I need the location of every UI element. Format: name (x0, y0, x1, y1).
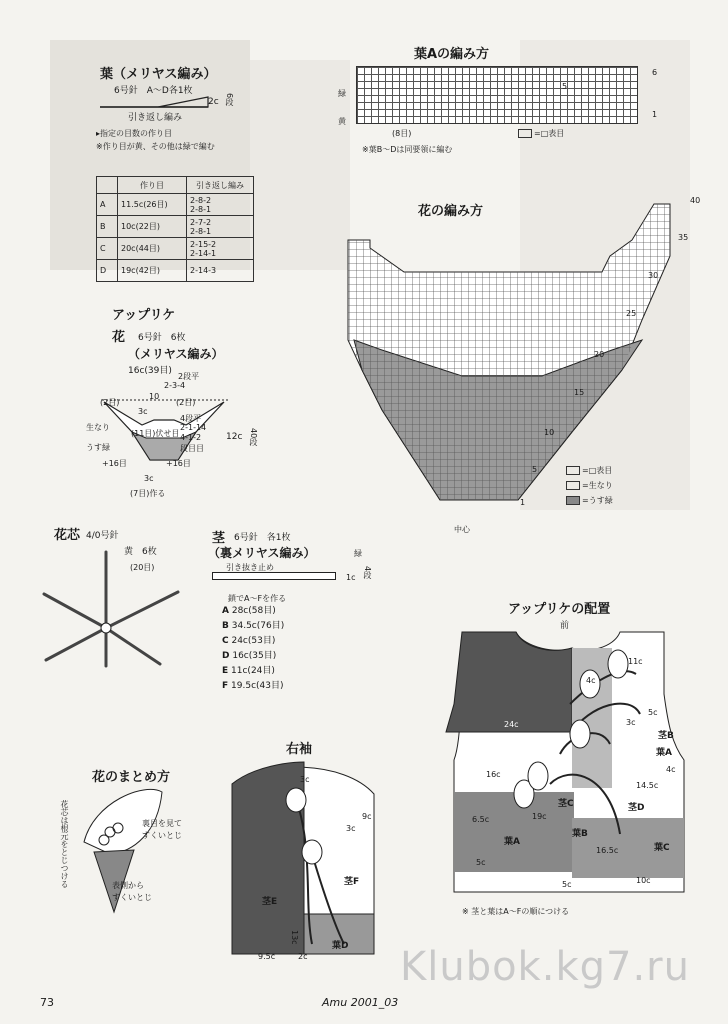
table-cell: C (97, 238, 118, 260)
flower-legend (566, 463, 613, 508)
page-number: 73 (40, 996, 54, 1009)
watermark: Klubok.kg7.ru (400, 944, 690, 990)
table-cell: 2-7-2 2-8-1 (187, 216, 254, 238)
flower-center: 中心 (454, 525, 470, 534)
legend-item (566, 463, 613, 478)
applique-label: (7目)作る (130, 489, 166, 498)
applique-width: 16c(39目) (128, 366, 172, 376)
leaf-note-2: ※作り目が黄、その他は緑で編む (96, 142, 215, 151)
list-value: 34.5c(76目) (231, 621, 285, 631)
applique-label: +16目 (102, 459, 127, 468)
placement-leafA: 葉A (656, 748, 672, 758)
list-item (222, 634, 284, 649)
assembly-label-5: すくいとじ (112, 893, 152, 902)
applique-label: 3c (138, 407, 148, 416)
row-marker: 15 (574, 388, 585, 397)
applique-label: (2目) (100, 398, 120, 407)
table-cell: B (97, 216, 118, 238)
applique-label: 段目目 (180, 444, 204, 453)
row-marker: 10 (544, 428, 555, 437)
legend-item (566, 493, 613, 508)
list-value: 28c(58目) (231, 606, 276, 616)
placement-title: アップリケの配置 (508, 602, 611, 617)
applique-label: (2目) (176, 398, 196, 407)
table-cell: 19c(42目) (118, 260, 187, 282)
table-cell: 2-8-2 2-8-1 (187, 194, 254, 216)
stem-color: 緑 (354, 549, 362, 558)
list-key: D (222, 651, 230, 661)
legend-label: =□表目 (534, 129, 565, 138)
table-row (97, 260, 254, 282)
list-value: 11c(24目) (231, 666, 275, 676)
row-marker: 40 (690, 196, 701, 205)
placement-stemC: 茎C (558, 799, 574, 809)
applique-label: 4段平 (180, 414, 202, 423)
applique-usu: うす緑 (86, 443, 110, 452)
list-item (222, 664, 284, 679)
applique-label: 2段平 (178, 372, 200, 381)
legend-label: =うす緑 (582, 496, 613, 505)
leaf-title: 葉（メリヤス編み） (100, 67, 217, 82)
applique-kinari: 生なり (86, 423, 110, 432)
row-marker: 25 (626, 309, 637, 318)
table-row (97, 194, 254, 216)
applique-label: 2-3-4 (164, 381, 186, 390)
placement-measure: 11c (628, 657, 643, 666)
sleeve-measure: 9c (362, 812, 372, 821)
sleeve-measure: 9.5c (258, 952, 276, 961)
leafA-chart-title: 葉Aの編み方 (414, 47, 490, 62)
legend-label: =□表目 (582, 466, 613, 475)
size-table (96, 176, 254, 282)
row-marker: 30 (648, 271, 659, 280)
list-item (222, 679, 284, 694)
applique-flower-title: 花 (112, 330, 126, 345)
applique-label: (11目)伏せ目 (131, 429, 180, 438)
table-cell: 11.5c(26目) (118, 194, 187, 216)
legend-swatch (566, 481, 580, 490)
placement-stemB: 茎B (658, 731, 674, 741)
row-marker: 1 (520, 498, 526, 507)
table-cell: A (97, 194, 118, 216)
placement-measure: 19c (532, 812, 547, 821)
assembly-label-4: 表側から (112, 881, 144, 890)
leafA-legend (518, 128, 564, 139)
applique-height: 12c (226, 432, 243, 442)
applique-label: 2-1-14 (180, 423, 207, 432)
sleeve-measure: 13c (290, 930, 299, 945)
stem-height: 1c (346, 573, 356, 582)
placement-measure: 3c (626, 718, 636, 727)
applique-label: 3c (144, 474, 154, 483)
size-table-header (97, 177, 118, 194)
placement-measure: 4c (666, 765, 676, 774)
placement-stemD: 茎D (628, 803, 645, 813)
assembly-label-3: すくいとじ (142, 831, 182, 840)
applique-height-rows: 40段 (249, 428, 258, 447)
core-needle: 4/0号針 (86, 531, 119, 541)
flower-chart-grid (342, 200, 672, 510)
list-key: E (222, 666, 229, 676)
table-row (97, 216, 254, 238)
leafA-yellow: 黄 (338, 117, 346, 126)
leaf-rows: 6段 (225, 93, 234, 107)
stem-title: 茎 (212, 531, 226, 546)
core-count: (20目) (130, 563, 155, 572)
sleeve-title: 右袖 (286, 742, 313, 757)
stem-stitch: （裏メリヤス編み） (208, 546, 316, 560)
legend-label: =生なり (582, 481, 613, 490)
placement-measure: 10c (636, 876, 651, 885)
applique-label: 4-1-2 (180, 433, 202, 442)
row-marker: 35 (678, 233, 689, 242)
sleeve-measure: 2c (298, 952, 308, 961)
leaf-note-1: ▸指定の目数の作り目 (96, 129, 173, 138)
legend-swatch (518, 129, 532, 138)
table-cell: 10c(22目) (118, 216, 187, 238)
placement-front: 前 (560, 621, 570, 631)
legend-item (566, 478, 613, 493)
flower-core-star-icon (40, 548, 190, 668)
list-item (222, 649, 284, 664)
applique-label: 10 (149, 392, 160, 401)
list-value: 19.5c(43目) (231, 681, 284, 691)
row-marker: 1 (652, 110, 658, 119)
applique-title: アップリケ (112, 308, 176, 323)
stem-bind: 引き抜き止め (226, 563, 274, 572)
table-cell: 20c(44目) (118, 238, 187, 260)
placement-measure: 5c (476, 858, 486, 867)
placement-note: ※ 茎と葉はA〜Fの順につける (462, 907, 570, 916)
placement-leafA2: 葉A (504, 837, 520, 847)
sleeve-stemE: 茎E (262, 897, 278, 907)
leaf-pickup: 引き返し編み (128, 113, 183, 123)
sleeve-stemD: 葉D (332, 941, 349, 951)
list-value: 16c(35目) (232, 651, 277, 661)
applique-label: +16目 (166, 459, 191, 468)
placement-measure: 16c (486, 770, 501, 779)
row-marker: 6 (652, 68, 658, 77)
list-key: B (222, 621, 229, 631)
assembly-label-1: 花芯は根元をとじつける (60, 800, 69, 888)
core-title: 花芯 (54, 528, 81, 543)
list-key: A (222, 606, 229, 616)
bleed-top-panel (250, 60, 350, 270)
list-key: C (222, 636, 229, 646)
placement-measure: 6.5c (472, 815, 490, 824)
applique-needle: 6号針 6枚 (138, 333, 186, 343)
sleeve-stemF: 茎F (344, 877, 360, 887)
row-marker: 5 (562, 82, 568, 91)
sleeve-measure: 3c (346, 824, 356, 833)
row-marker: 5 (532, 465, 538, 474)
placement-measure: 16.5c (596, 846, 619, 855)
table-row (97, 238, 254, 260)
placement-measure: 4c (586, 676, 596, 685)
leafA-green: 緑 (338, 89, 346, 98)
placement-measure: 5c (648, 708, 658, 717)
placement-measure: 14.5c (636, 781, 659, 790)
list-item (222, 619, 284, 634)
stem-needle: 6号針 各1枚 (234, 533, 291, 543)
table-cell: D (97, 260, 118, 282)
placement-leafC: 葉C (654, 843, 670, 853)
list-value: 24c(53目) (231, 636, 276, 646)
table-cell: 2-15-2 2-14-1 (187, 238, 254, 260)
front-body-diagram (440, 624, 690, 894)
placement-leafB: 葉B (572, 829, 588, 839)
leaf-height: 2c (208, 97, 219, 107)
stem-rows: 4段 (363, 566, 372, 580)
leaf-needle: 6号針 A〜D各1枚 (114, 86, 193, 96)
leafA-note: ※葉B〜Dは同要領に編む (362, 145, 453, 154)
stem-chain-note: 鎖でA〜Fを作る (228, 594, 287, 603)
size-table-header: 引き返し編み (187, 177, 254, 194)
row-marker: 20 (594, 350, 605, 359)
table-cell: 2-14-3 (187, 260, 254, 282)
leafA-chart-grid (356, 66, 638, 124)
applique-stitch: （メリヤス編み） (128, 347, 224, 361)
flower-chart-title: 花の編み方 (418, 204, 484, 219)
sleeve-measure: 3c (300, 775, 310, 784)
placement-measure: 24c (504, 720, 519, 729)
placement-measure: 5c (562, 880, 572, 889)
leafA-stitches: (8目) (392, 129, 412, 138)
list-item (222, 604, 284, 619)
assembly-title: 花のまとめ方 (92, 770, 171, 785)
legend-swatch (566, 496, 580, 505)
stem-list (222, 604, 284, 694)
core-color: 黄 6枚 (124, 547, 157, 557)
stem-shape (212, 572, 336, 580)
list-key: F (222, 681, 229, 691)
size-table-header: 作り目 (118, 177, 187, 194)
assembly-label-2: 裏目を見て (142, 819, 182, 828)
legend-swatch (566, 466, 580, 475)
magazine-name: Amu 2001_03 (322, 996, 399, 1009)
